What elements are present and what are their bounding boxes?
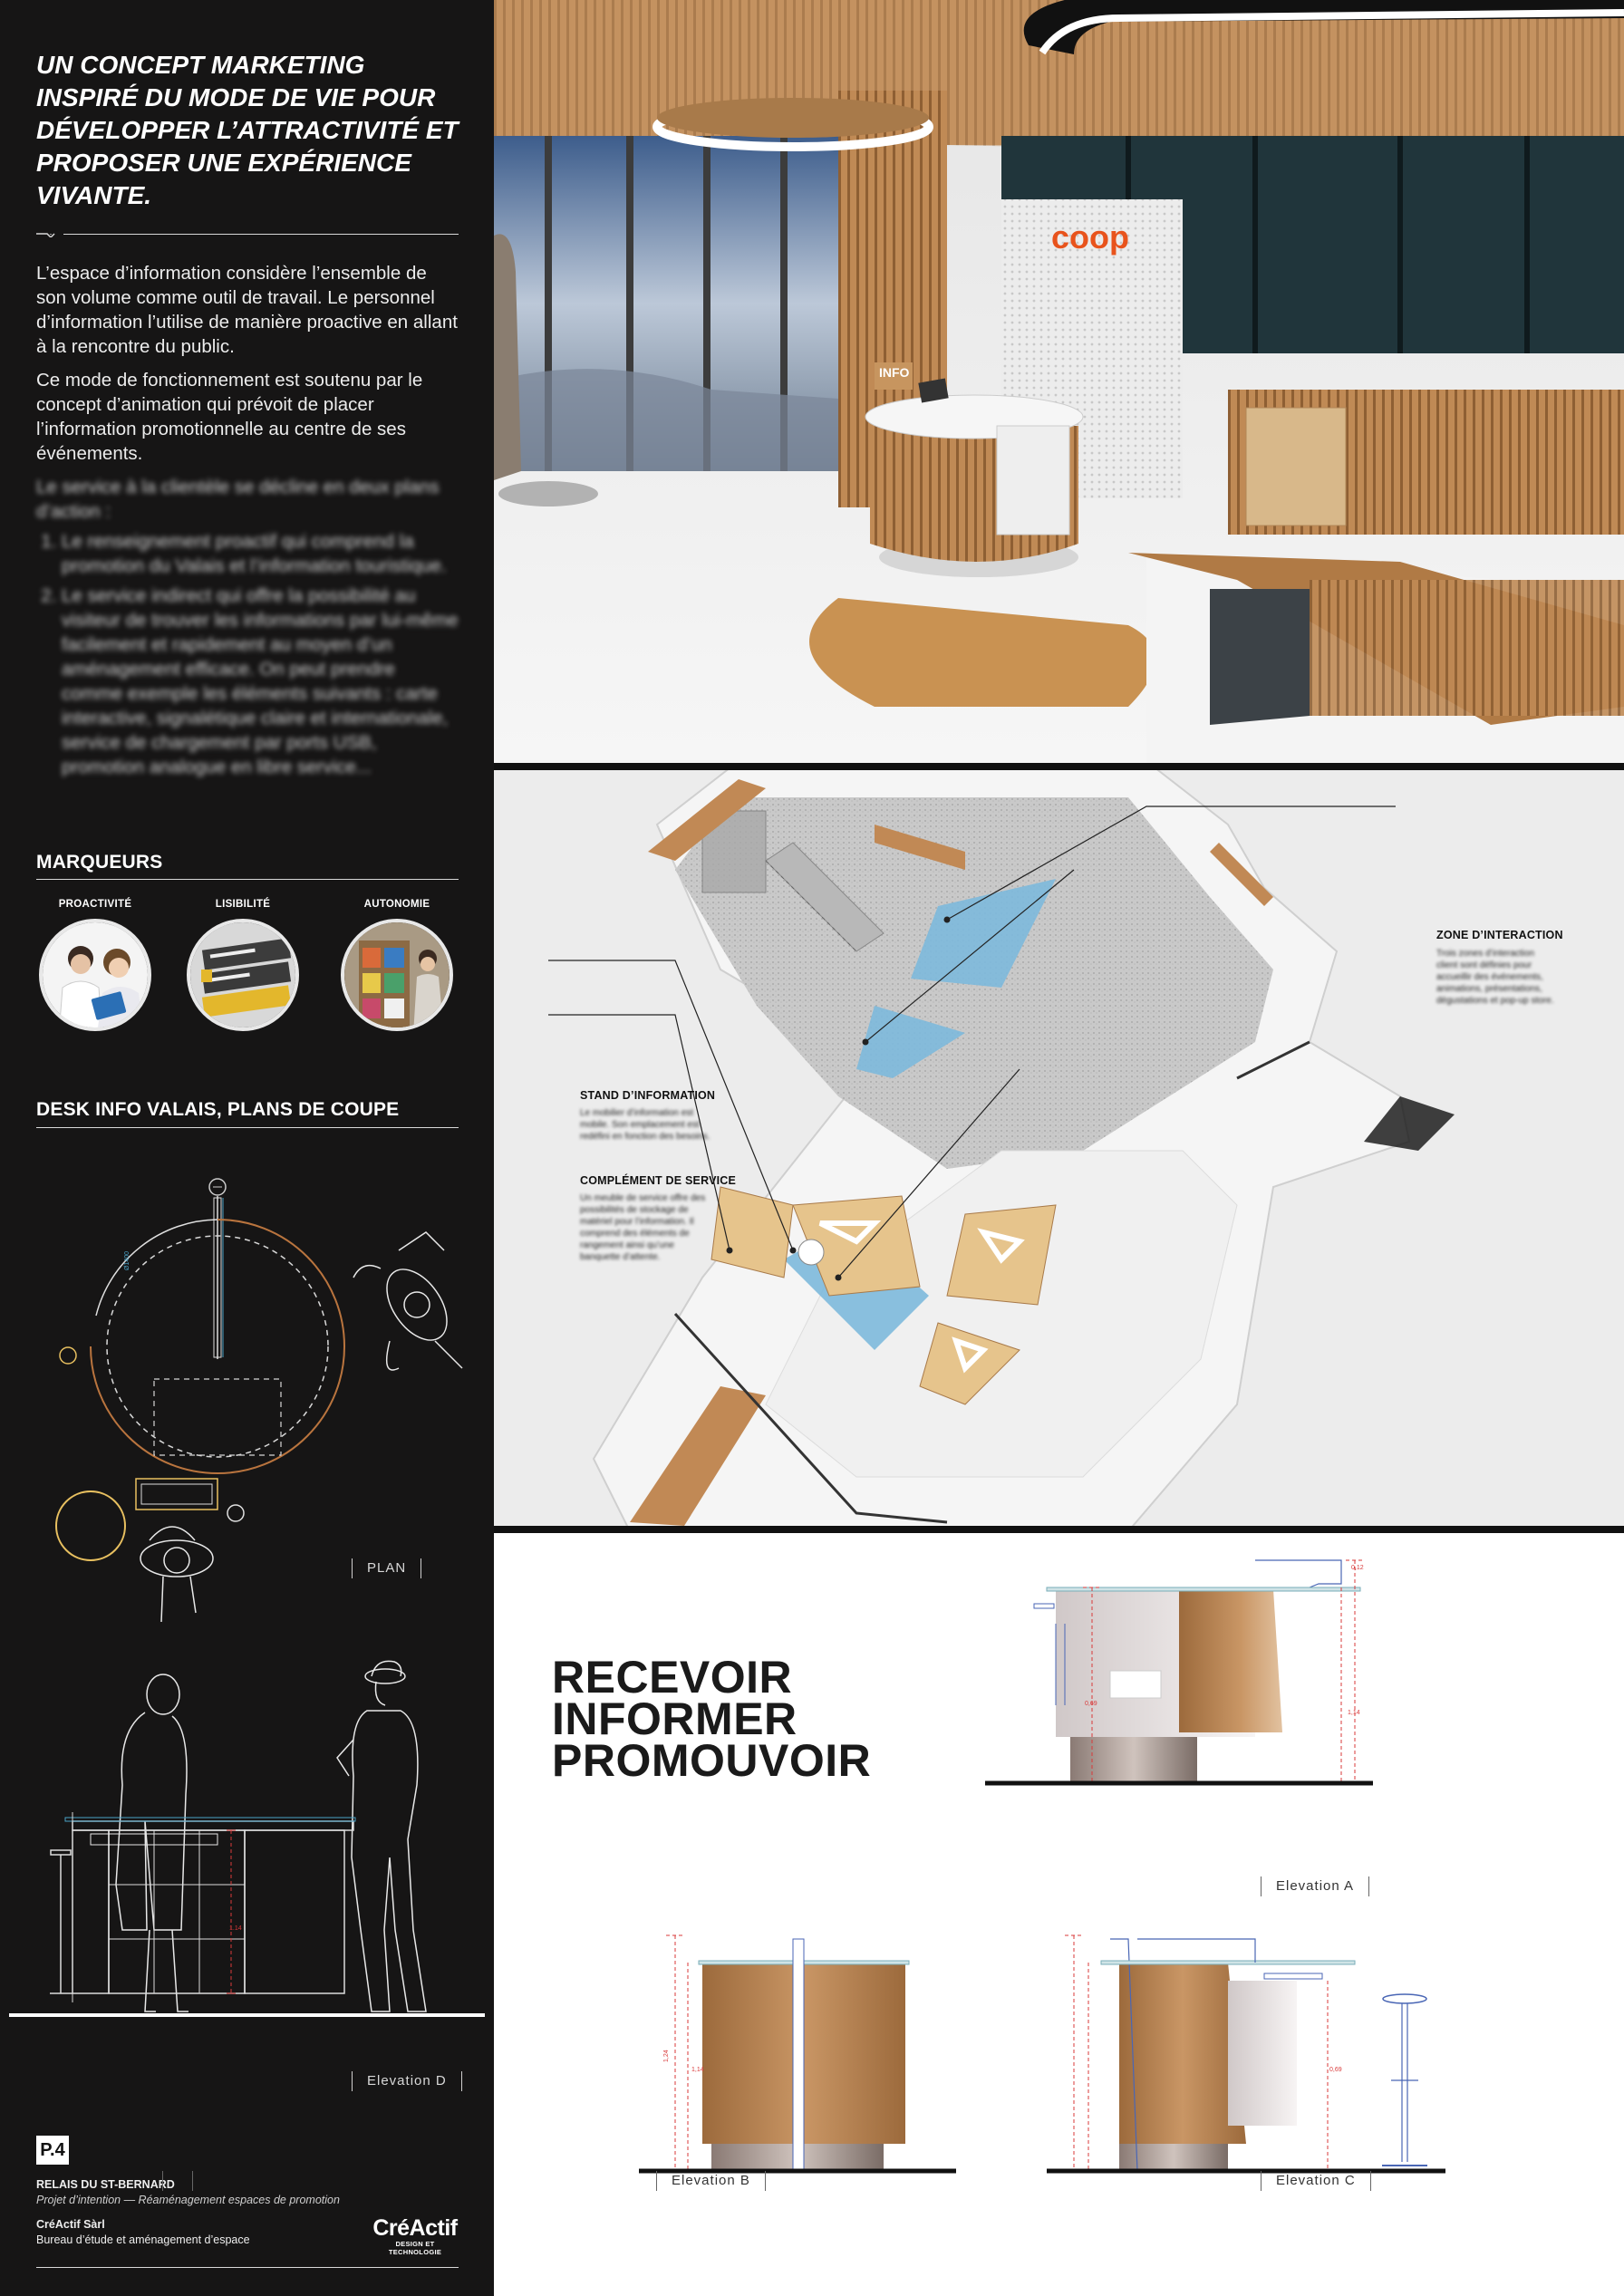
intro-paragraph-1: L’espace d’information considère l’ensemble de son volume comme outil de travail. Le personnel d’information l’utilise de manière proactive en allant à la rencontre du public.: [36, 263, 458, 357]
plans-title: DESK INFO VALAIS, PLANS DE COUPE: [36, 1099, 400, 1120]
markers-title: MARQUEURS: [36, 852, 163, 873]
people-tablet-photo-icon: [39, 919, 151, 1031]
project-name: RELAIS DU ST-BERNARD: [36, 2178, 175, 2191]
svg-text:1,14: 1,14: [691, 2067, 704, 2073]
isometric-plan: [494, 763, 1624, 1533]
svg-text:Ø1400: Ø1400: [124, 1250, 130, 1270]
footer-divider: [36, 2267, 459, 2268]
headline: UN CONCEPT MARKETING INSPIRÉ DU MODE DE VIE POUR DÉVELOPPER L’ATTRACTIVITÉ ET PROPOSER UNE EXPÉRIENCE VIVANTE.: [36, 51, 459, 209]
svg-text:0,12: 0,12: [1351, 1565, 1364, 1571]
blurred-item-1: 1. Le renseignement proactif qui comprend la promotion du Valais et l’information touristique.: [62, 529, 459, 578]
elevation-d-label: Elevation D: [352, 2071, 462, 2091]
creactif-logo: [370, 2216, 460, 2256]
logo-tagline: DESIGN ET TECHNOLOGIE: [388, 2240, 442, 2256]
stand-title: STAND D’INFORMATION: [580, 1089, 716, 1102]
svg-text:1,24: 1,24: [663, 2050, 670, 2062]
isometric-plan-image: [494, 770, 1624, 1526]
company-description: Bureau d’étude et aménagement d’espace: [36, 2233, 250, 2246]
coop-logo: coop: [1051, 218, 1129, 256]
zone-text: Trois zones d’interaction client sont définies pour accueillir des événements, animations, présentations, dégustations et pop-up store.: [1436, 949, 1554, 1006]
marker-proactivite: [36, 899, 154, 1031]
logo-name: CréActif: [372, 2215, 458, 2241]
interior-render-image: [494, 0, 1624, 763]
elevation-a-label: Elevation A: [1261, 1876, 1369, 1896]
title-line-1: RECEVOIR: [552, 1652, 793, 1703]
elevations-panel: [494, 1533, 1624, 2296]
blurred-intro: Le service à la clientèle se décline en deux plans d’action :: [36, 477, 440, 522]
plans-divider: [36, 1127, 459, 1128]
interior-render: [494, 0, 1624, 763]
svg-text:1,14: 1,14: [1348, 1710, 1360, 1716]
markers-divider: [36, 879, 459, 880]
concept-title: [552, 1652, 872, 1786]
stand-text: Le mobilier d’information est mobile. Son emplacement est redéfini en fonction des besoins.: [580, 1108, 710, 1142]
divider-notch: [36, 228, 63, 237]
blurred-item-2: 2. Le service indirect qui offre la possibilité au visiteur de trouver les informations par lui-même facilement et rapidement au moyen d’un aménagement efficace. On peut prendre comme exemple les éléments suivants : carte interactive, signalétique claire et internationale, service de chargement par ports USB, promotion analogue en libre service...: [62, 584, 459, 779]
marker-label: LISIBILITÉ: [215, 899, 271, 910]
marker-lisibilite: [184, 899, 302, 1031]
elevation-b-label: Elevation B: [656, 2171, 766, 2191]
page-number: P.4: [36, 2136, 69, 2165]
company-name: CréActif Sàrl: [36, 2218, 105, 2231]
marker-label: AUTONOMIE: [363, 899, 430, 910]
divider: [36, 234, 459, 235]
elevation-b-drawing: [639, 1926, 965, 2198]
zone-title: ZONE D’INTERACTION: [1436, 929, 1563, 941]
elevation-a-drawing: [983, 1533, 1455, 1841]
blurred-paragraph: [36, 475, 459, 785]
brochure-rack-photo-icon: [341, 919, 453, 1031]
sidebar: [0, 0, 494, 2296]
service-title: COMPLÉMENT DE SERVICE: [580, 1174, 737, 1187]
info-sign: INFO: [879, 365, 910, 380]
marker-label: PROACTIVITÉ: [58, 899, 132, 910]
elevation-d-drawing: [9, 1658, 489, 2048]
elevation-c-drawing: [1047, 1926, 1464, 2198]
intro-paragraph-2: Ce mode de fonctionnement est soutenu par le concept d’animation qui prévoit de placer l’information promotionnelle au centre de ses événements.: [36, 370, 423, 464]
svg-text:1.14: 1.14: [229, 1925, 242, 1932]
svg-text:0,69: 0,69: [1085, 1701, 1097, 1707]
elevation-c-label: Elevation C: [1261, 2171, 1371, 2191]
svg-text:0,69: 0,69: [1329, 2067, 1342, 2073]
project-subtitle: Projet d’intention — Réaménagement espaces de promotion: [36, 2194, 340, 2206]
signage-photo-icon: [187, 919, 299, 1031]
plan-label: PLAN: [352, 1558, 421, 1578]
title-line-2: INFORMER: [552, 1693, 798, 1744]
service-text: Un meuble de service offre des possibilités de stockage de matériel pour l’information. Il comprend des éléments de rangement ainsi qu’une banquette d’attente.: [580, 1193, 706, 1262]
marker-autonomie: [338, 899, 456, 1031]
title-line-3: PROMOUVOIR: [552, 1735, 872, 1786]
